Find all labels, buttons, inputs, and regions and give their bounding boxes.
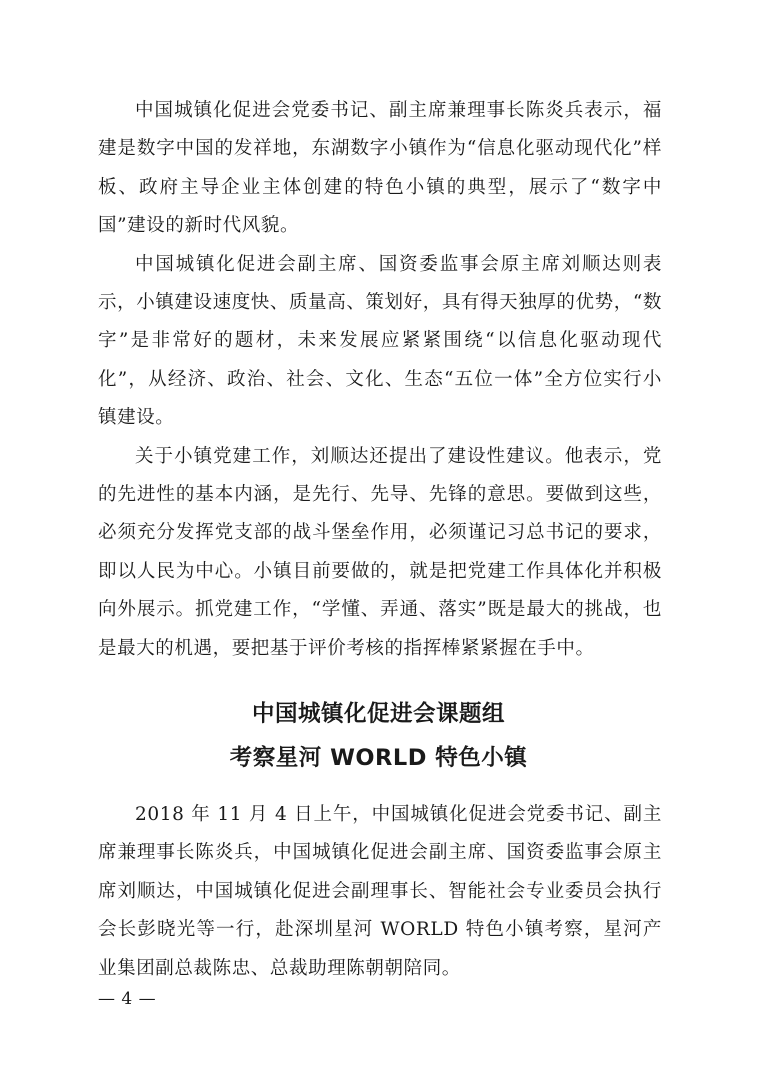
body-section-bottom — [98, 796, 662, 988]
heading-line-2: 考察星河 WORLD 特色小镇 — [229, 745, 528, 771]
paragraph: 关于小镇党建工作，刘顺达还提出了建设性建议。他表示，党的先进性的基本内涵，是先行、先导、先锋的意思。要做到这些，必须充分发挥党支部的战斗堡垒作用，必须谨记习总书记的要求，即以人民为中心。小镇目前要做的，就是把党建工作具体化并积极向外展示。抓党建工作，“学懂、弄通、落实”既是最大的挑战，也是最大的机遇，要把基于评价考核的指挥棒紧紧握在手中。 — [98, 445, 662, 659]
section-heading — [0, 692, 757, 780]
body-section-top — [98, 92, 662, 668]
paragraph: 2018 年 11 月 4 日上午，中国城镇化促进会党委书记、副主席兼理事长陈炎兵，中国城镇化促进会副主席、国资委监事会原主席刘顺达，中国城镇化促进会副理事长、智能社会专业委员会执行会长彭晓光等一行，赴深圳星河 WORLD 特色小镇考察，星河产业集团副总裁陈忠、总裁助理陈朝朝陪同。 — [98, 804, 662, 979]
paragraph: 中国城镇化促进会党委书记、副主席兼理事长陈炎兵表示，福建是数字中国的发祥地，东湖数字小镇作为“信息化驱动现代化”样板、政府主导企业主体创建的特色小镇的典型，展示了“数字中国”建设的新时代风貌。 — [98, 100, 662, 237]
paragraph: 中国城镇化促进会副主席、国资委监事会原主席刘顺达则表示，小镇建设速度快、质量高、策划好，具有得天独厚的优势，“数字”是非常好的题材，未来发展应紧紧围绕“以信息化驱动现代化”，从经济、政治、社会、文化、生态“五位一体”全方位实行小镇建设。 — [98, 253, 662, 429]
page-number: — 4 — — [98, 989, 157, 1009]
heading-line-1: 中国城镇化促进会课题组 — [251, 701, 505, 727]
